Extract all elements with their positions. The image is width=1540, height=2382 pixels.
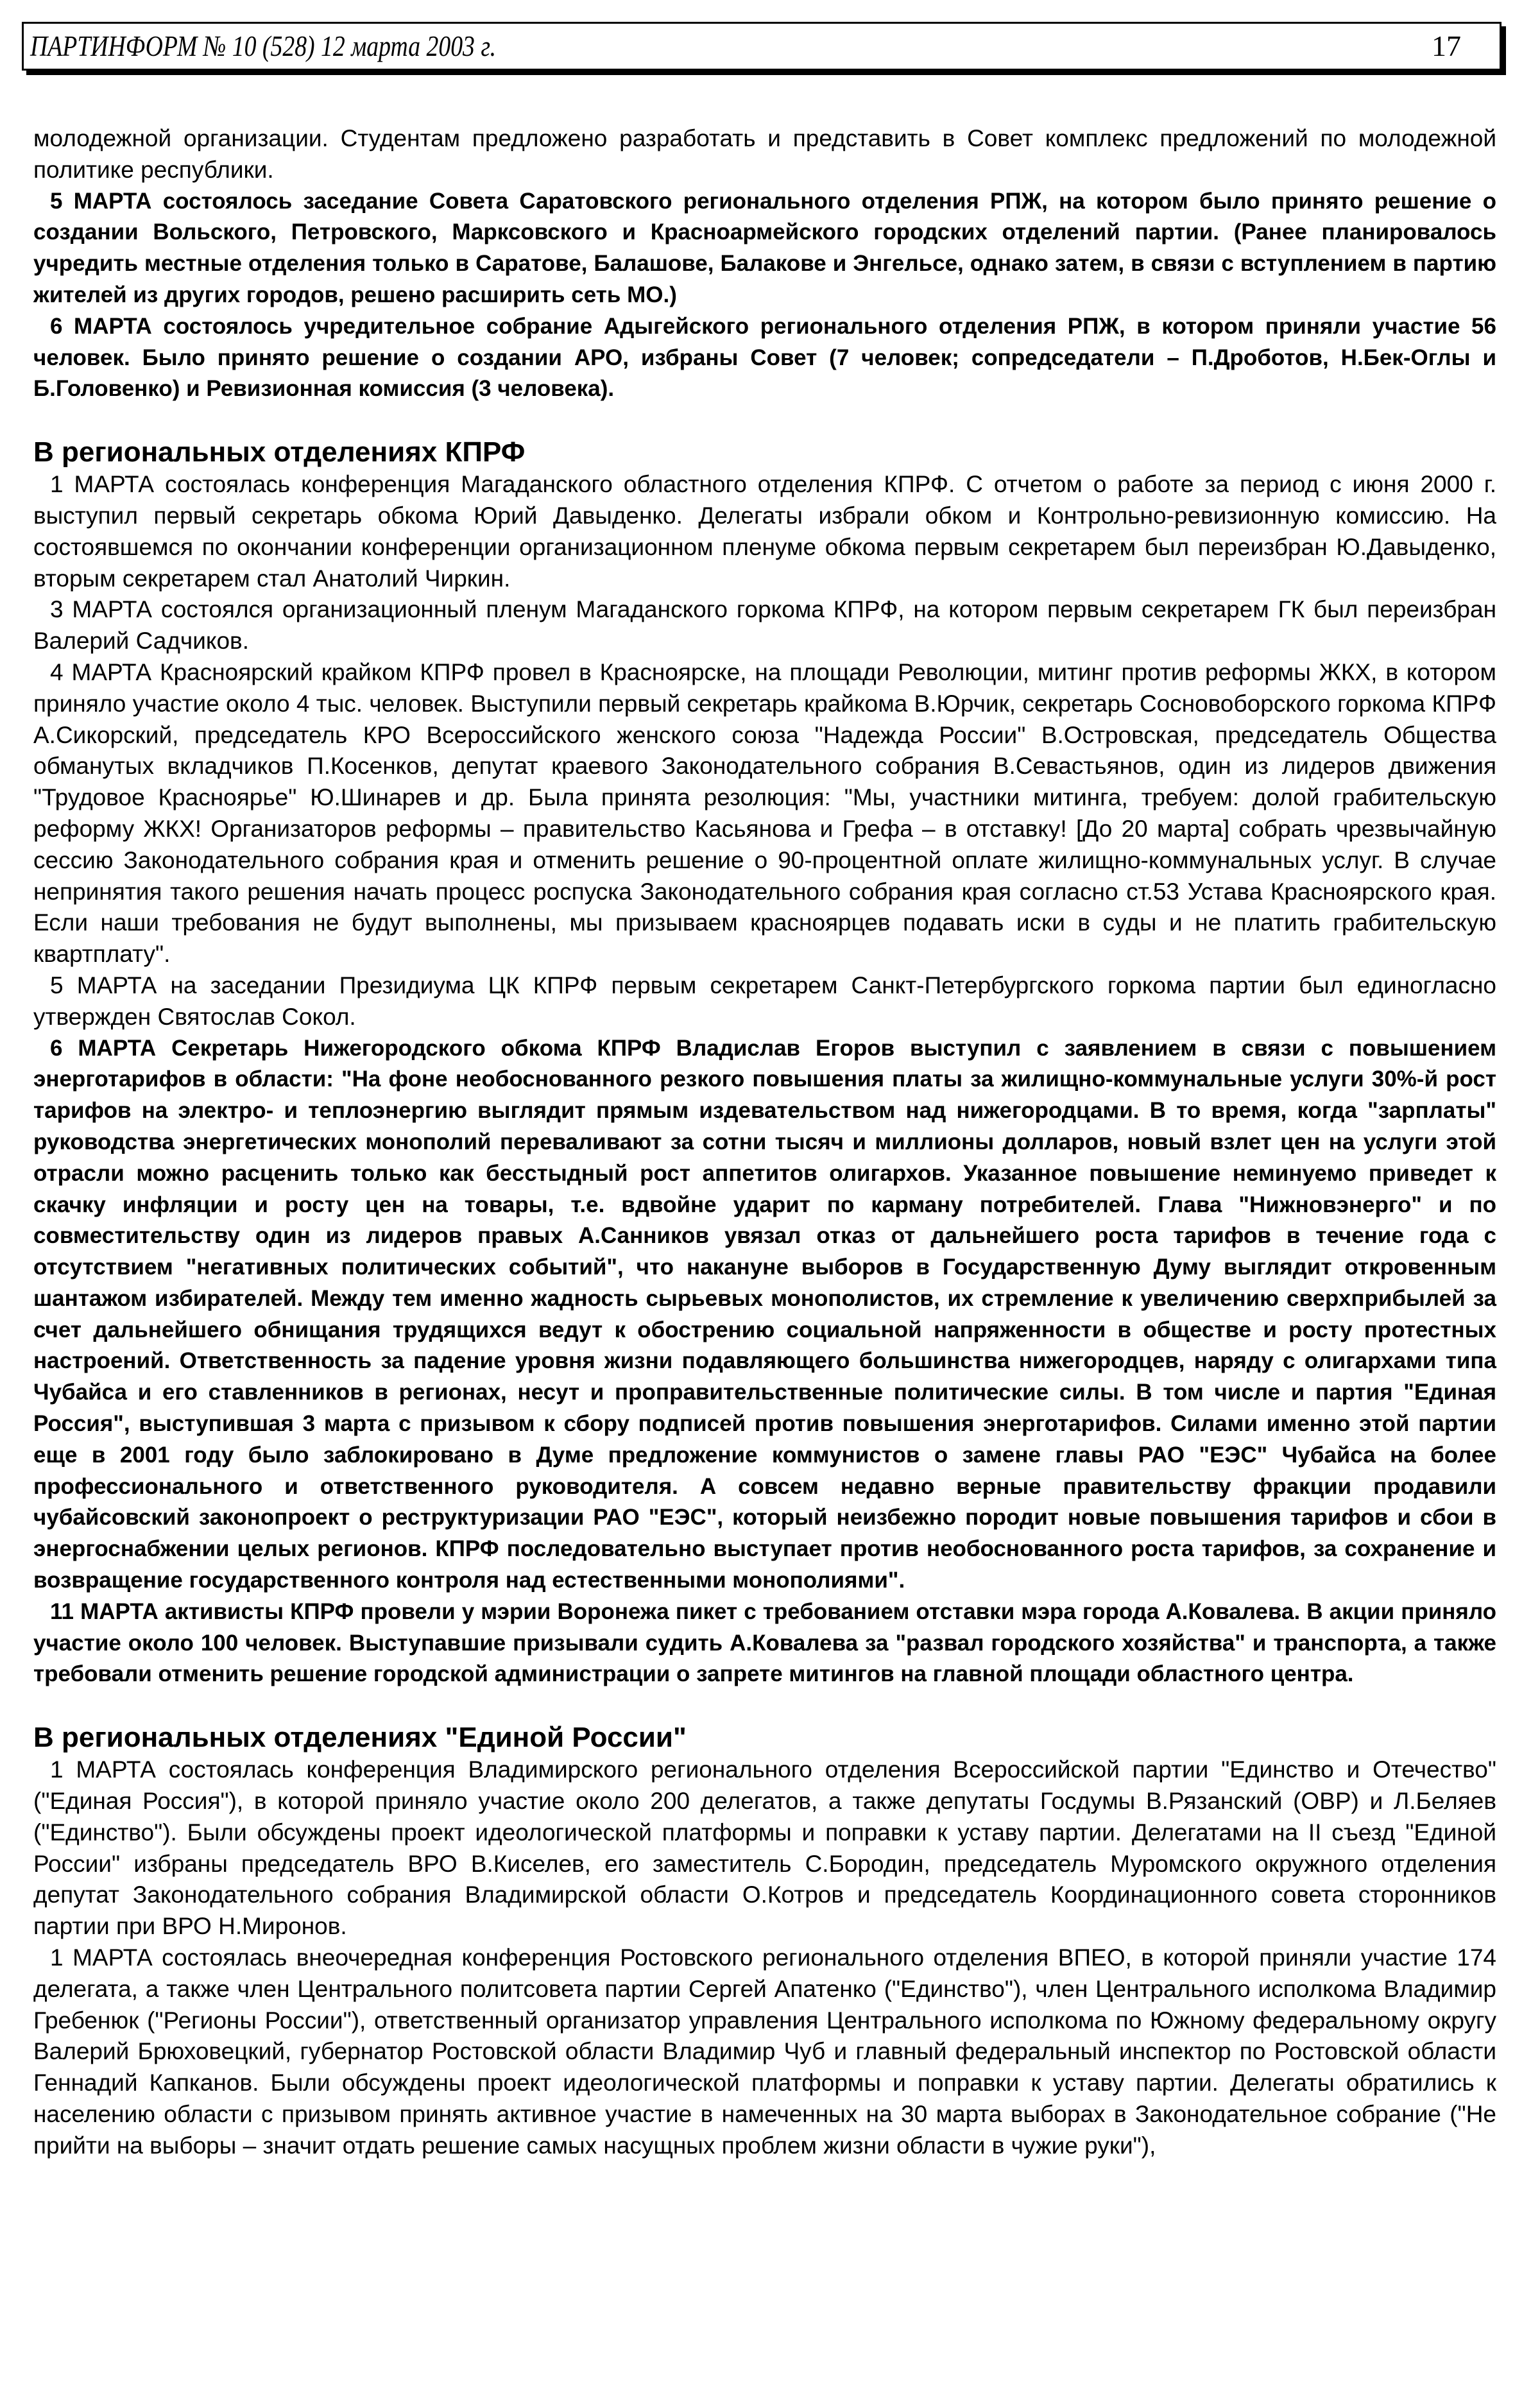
paragraph: 1 МАРТА состоялась конференция Владимирского регионального отделения Всероссийской партии "Единство и Отечество" ("Единая Россия"), в которой приняло участие около 200 делегатов, а также депутаты Госдумы В.Рязанский (ОВР) и Л.Беляев ("Единство"). Были обсуждены проект идеологической платформы и поправки к уставу партии. Делегатами на II съезд "Единой России" избраны председатель ВРО В.Киселев, его заместитель С.Бородин, председатель Муромского окружного отделения депутат Законодательного собрания Владимирской области О.Котров и председатель Координационного совета сторонников партии при ВРО Н.Миронов. (33, 1756, 1496, 1940)
paragraph: 1 МАРТА состоялась внеочередная конференция Ростовского регионального отделения ВПЕО, в которой приняли участие 174 делегата, а также член Центрального политсовета партии Сергей Апатенко ("Единство"), член Центрального исполкома Владимир Гребенюк ("Регионы России"), ответственный организатор управления Центрального исполкома по Южному федеральному округу Валерий Брюховецкий, губернатор Ростовской области Владимир Чуб и главный федеральный инспектор по Ростовской области Геннадий Капканов. Были обсуждены проект идеологической платформы и поправки к уставу партии. Делегаты обратились к населению области с призывом принять активное участие в намеченных на 30 марта выборах в Законодательное собрание ("Не прийти на выборы – значит отдать решение самых насущных проблем жизни области в чужие руки"), (33, 1944, 1496, 2159)
paragraph: 5 МАРТА на заседании Президиума ЦК КПРФ первым секретарем Санкт-Петербургского горкома партии был единогласно утвержден Святослав Сокол. (33, 972, 1496, 1030)
paragraph: молодежной организации. Студентам предложено разработать и представить в Совет комплекс предложений по молодежной политике республики. (33, 125, 1496, 183)
paragraph: 11 МАРТА активисты КПРФ провели у мэрии Воронежа пикет с требованием отставки мэра города А.Ковалева. В акции приняло участие около 100 человек. Выступавшие призывали судить А.Ковалева за "развал городского хозяйства" и транспорта, а также требовали отменить решение городской администрации о запрете митингов на главной площади областного центра. (33, 1598, 1496, 1687)
paragraph: 6 МАРТА состоялось учредительное собрание Адыгейского регионального отделения РПЖ, в котором приняли участие 56 человек. Было принято решение о создании АРО, избраны Совет (7 человек; сопредседатели – П.Дроботов, Н.Бек-Оглы и Б.Головенко) и Ревизионная комиссия (3 человека). (33, 313, 1496, 402)
page-number: 17 (1432, 30, 1461, 62)
publication-title: ПАРТИНФОРМ № 10 (528) 12 марта 2003 г. (30, 30, 497, 62)
page-header (22, 22, 1502, 71)
section-heading-kprf: В региональных отделениях КПРФ (33, 436, 526, 468)
paragraph: 4 МАРТА Красноярский крайком КПРФ провел в Красноярске, на площади Революции, митинг против реформы ЖКХ, в котором приняло участие около 4 тыс. человек. Выступили первый секретарь крайкома В.Юрчик, секретарь Сосновоборского горкома КПРФ А.Сикорский, председатель КРО Всероссийского женского союза "Надежда России" В.Островская, председатель Общества обманутых вкладчиков П.Косенков, депутат краевого Законодательного собрания В.Севастьянов, один из лидеров движения "Трудовое Красноярье" Ю.Шинарев и др. Была принята резолюция: "Мы, участники митинга, требуем: долой грабительскую реформу ЖКХ! Организаторов реформы – правительство Касьянова и Грефа – в отставку! [До 20 марта] собрать чрезвычайную сессию Законодательного собрания края и отменить решение о 90-процентной оплате жилищно-коммунальных услуг. В случае непринятия такого решения начать процесс роспуска Законодательного собрания края согласно ст.53 Устава Красноярского края. Если наши требования не будут выполнены, мы призываем красноярцев подавать иски в суды и не платить грабительскую квартплату". (33, 658, 1496, 968)
section-heading-edinaya-rossiya: В региональных отделениях "Единой России" (33, 1722, 687, 1754)
paragraph: 6 МАРТА Секретарь Нижегородского обкома КПРФ Владислав Егоров выступил с заявлением в связи с повышением энерготарифов в области: "На фоне необоснованного резкого повышения платы за жилищно-коммунальные услуги 30%-й рост тарифов на электро- и теплоэнергию выглядит прямым издевательством над нижегородцами. В то время, когда "зарплаты" руководства энергетических монополий переваливают за сотни тысяч и миллионы долларов, новый взлет цен на услуги этой отрасли можно расценить только как бесстыдный рост аппетитов олигархов. Указанное повышение неминуемо приведет к скачку инфляции и росту цен на товары, т.е. вдвойне ударит по карману потребителей. Глава "Нижновэнерго" и по совместительству один из лидеров правых А.Санников увязал отказ от дальнейшего роста тарифов в течение года с отсутствием "негативных политических событий", что накануне выборов в Государственную Думу выглядит откровенным шантажом избирателей. Между тем именно жадность сырьевых монополистов, их стремление к увеличению сверхприбылей за счет дальнейшего обнищания трудящихся ведут к обострению социальной напряженности в обществе и росту протестных настроений. Ответственность за падение уровня жизни подавляющего большинства нижегородцев, наряду с олигархами типа Чубайса и его ставленников в регионах, несут и проправительственные политические силы. В том числе и партия "Единая Россия", выступившая 3 марта с призывом к сбору подписей против повышения энерготарифов. Силами именно этой партии еще в 2001 году было заблокировано в Думе предложение коммунистов о замене главы РАО "ЕЭС" Чубайса на более профессионального и ответственного руководителя. А совсем недавно верные правительству фракции продавили чубайсовский законопроект о реструктуризации РАО "ЕЭС", который неизбежно породит новые повышения тарифов и сбои в энергоснабжении целых регионов. КПРФ последовательно выступает против необоснованного роста тарифов, за сохранение и возвращение государственного контроля над естественными монополиями". (33, 1035, 1496, 1593)
paragraph: 1 МАРТА состоялась конференция Магаданского областного отделения КПРФ. С отчетом о работе за период с июня 2000 г. выступил первый секретарь обкома Юрий Давыденко. Делегаты избрали обком и Контрольно-ревизионную комиссию. На состоявшемся по окончании конференции организационном пленуме обкома первым секретарем был переизбран Ю.Давыденко, вторым секретарем стал Анатолий Чиркин. (33, 471, 1496, 592)
paragraph: 5 МАРТА состоялось заседание Совета Саратовского регионального отделения РПЖ, на котором было принято решение о создании Вольского, Петровского, Марксовского и Красноармейского городских отделений партии. (Ранее планировалось учредить местные отделения только в Саратове, Балашове, Балакове и Энгельсе, однако затем, в связи с вступлением в партию жителей из других городов, решено расширить сеть МО.) (33, 188, 1496, 307)
article-body (33, 123, 1496, 2162)
paragraph: 3 МАРТА состоялся организационный пленум Магаданского горкома КПРФ, на котором первым секретарем ГК был переизбран Валерий Садчиков. (33, 596, 1496, 655)
